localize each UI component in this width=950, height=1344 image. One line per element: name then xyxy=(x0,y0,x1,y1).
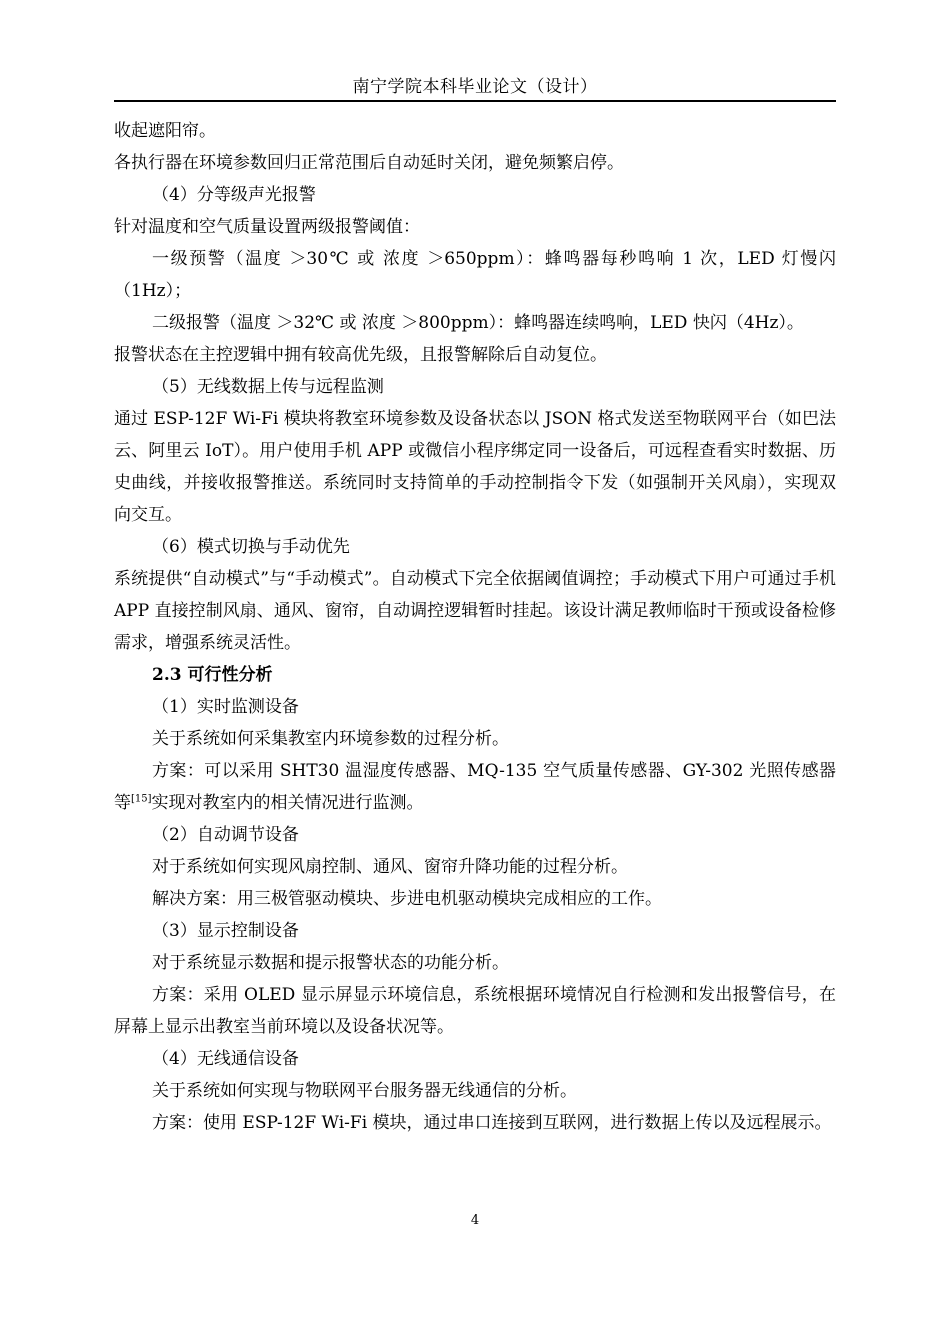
paragraph-text: 实现对教室内的相关情况进行监测。 xyxy=(151,793,424,813)
header-rule xyxy=(114,100,836,102)
paragraph: 对于系统如何实现风扇控制、通风、窗帘升降功能的过程分析。 xyxy=(152,857,628,877)
paragraph: 关于系统如何采集教室内环境参数的过程分析。 xyxy=(152,729,509,749)
paragraph: 收起遮阳帘。 xyxy=(114,121,216,141)
paragraph-text: 方案：可以采用 SHT30 温湿度传感器、MQ-135 空气质量传感器、GY-302 光照传感器等 xyxy=(114,761,836,813)
subsection-heading: （4）无线通信设备 xyxy=(152,1049,299,1069)
paragraph: 报警状态在主控逻辑中拥有较高优先级，且报警解除后自动复位。 xyxy=(114,345,607,365)
paragraph: 方案：使用 ESP-12F Wi-Fi 模块，通过串口连接到互联网，进行数据上传以及远程展示。 xyxy=(152,1113,832,1133)
subsection-heading: （2）自动调节设备 xyxy=(152,825,299,845)
citation-marker: [15] xyxy=(131,793,152,805)
subsection-heading: （4）分等级声光报警 xyxy=(152,185,316,205)
paragraph: 对于系统显示数据和提示报警状态的功能分析。 xyxy=(152,953,509,973)
page-number: 4 xyxy=(470,1213,480,1228)
paragraph: 关于系统如何实现与物联网平台服务器无线通信的分析。 xyxy=(152,1081,577,1101)
paragraph xyxy=(114,755,836,819)
paragraph: 各执行器在环境参数回归正常范围后自动延时关闭，避免频繁启停。 xyxy=(114,153,624,173)
subsection-heading: （3）显示控制设备 xyxy=(152,921,299,941)
subsection-heading: （1）实时监测设备 xyxy=(152,697,299,717)
subsection-heading: （5）无线数据上传与远程监测 xyxy=(152,377,384,397)
paragraph: 系统提供“自动模式”与“手动模式”。自动模式下完全依据阈值调控；手动模式下用户可通过手机 APP 直接控制风扇、通风、窗帘，自动调控逻辑暂时挂起。该设计满足教师临时干预或设备检修需求，增强系统灵活性。 xyxy=(114,569,836,653)
paragraph: 针对温度和空气质量设置两级报警阈值： xyxy=(114,217,420,237)
paragraph: 通过 ESP-12F Wi-Fi 模块将教室环境参数及设备状态以 JSON 格式发送至物联网平台（如巴法云、阿里云 IoT）。用户使用手机 APP 或微信小程序绑定同一设备后，可远程查看实时数据、历史曲线，并接收报警推送。系统同时支持简单的手动控制指令下发（如强制开关风扇），实现双向交互。 xyxy=(114,409,836,525)
subsection-heading: （6）模式切换与手动优先 xyxy=(152,537,350,557)
section-heading: 2.3 可行性分析 xyxy=(152,665,273,685)
paragraph: 二级报警（温度 ＞32℃ 或 浓度 ＞800ppm）：蜂鸣器连续鸣响，LED 快闪（4Hz）。 xyxy=(152,313,804,333)
paragraph: 方案：采用 OLED 显示屏显示环境信息，系统根据环境情况自行检测和发出报警信号，在屏幕上显示出教室当前环境以及设备状况等。 xyxy=(114,985,836,1037)
paragraph: 一级预警（温度 ＞30℃ 或 浓度 ＞650ppm）：蜂鸣器每秒鸣响 1 次，LED 灯慢闪（1Hz）； xyxy=(114,249,836,301)
page-header: 南宁学院本科毕业论文（设计） xyxy=(352,77,598,97)
document-body xyxy=(114,115,836,1139)
paragraph: 解决方案：用三极管驱动模块、步进电机驱动模块完成相应的工作。 xyxy=(152,889,662,909)
